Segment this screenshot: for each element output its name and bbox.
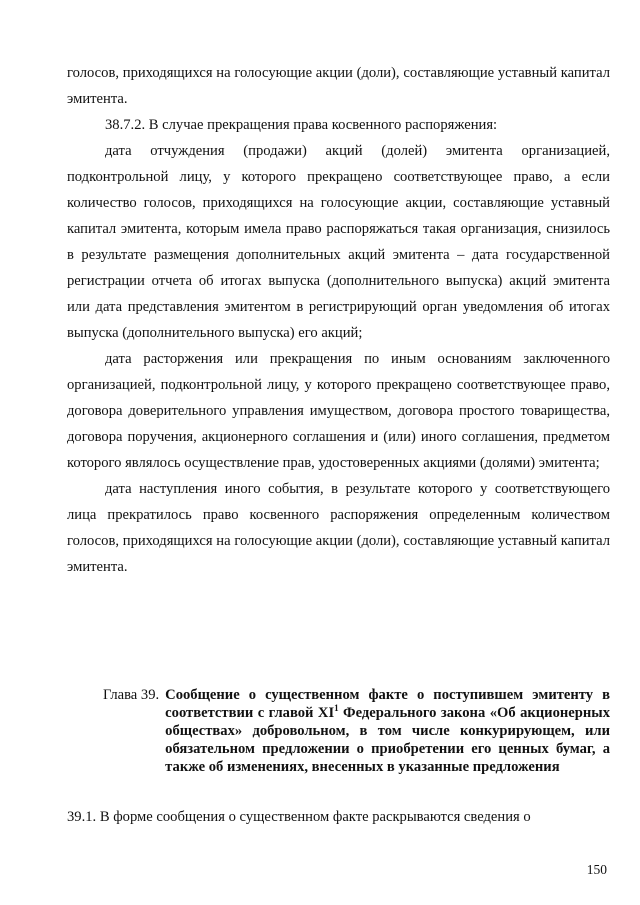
continuation-paragraph: голосов, приходящихся на голосующие акции (доли), составляющие уставный капитал эмитента. [67, 65, 610, 107]
clause-38-7-2-heading: 38.7.2. В случае прекращения права косвенного распоряжения: [105, 117, 498, 133]
continuation-text [67, 60, 610, 112]
chapter-number: Глава 39. [103, 687, 160, 703]
page-number: 150 [586, 862, 607, 877]
clause-38-7-2 [67, 112, 610, 580]
paragraph-alienation-date: дата отчуждения (продажи) акций (долей) эмитента организацией, подконтрольной лицу, у которого прекращено соответствующее право, а если количество голосов, приходящихся на голосующие акции, составляющие уставный капитал эмитента, которым имела право распоряжаться такая организация, снизилось в результате размещения дополнительных акций эмитента – дата государственной регистрации отчета об итогах выпуска (дополнительного выпуска) акций эмитента или дата представления эмитентом в регистрирующий орган уведомления об итогах выпуска (дополнительного выпуска) его акций; [67, 143, 610, 341]
paragraph-termination-date: дата расторжения или прекращения по иным основаниям заключенного организацией, подконтрольной лицу, у которого прекращено соответствующее право, договора доверительного управления имуществом, договора простого товарищества, договора поручения, акционерного соглашения и (или) иного соглашения, предметом которого являлось осуществление прав, удостоверенных акциями (долями) эмитента; [67, 351, 610, 471]
chapter-title-part2: Федерального закона «Об акционерных обществах» добровольном, в том числе конкурирующем, или обязательном предложении о приобретении его ценных бумаг, а также об изменениях, внесенных в указанные предложения [165, 705, 610, 775]
chapter-title-superscript: 1 [334, 703, 339, 713]
chapter-title-part1: Сообщение о существенном факте о поступившем эмитенту в соответствии с главой XI [165, 687, 610, 721]
clause-39-1-text: 39.1. В форме сообщения о существенном факте раскрываются сведения о [67, 809, 531, 825]
clause-39-1 [67, 804, 610, 830]
chapter-39-heading [103, 686, 610, 776]
chapter-title [165, 686, 610, 776]
paragraph-other-event-date: дата наступления иного события, в результате которого у соответствующего лица прекратилось право косвенного распоряжения определенным количеством голосов, приходящихся на голосующие акции (доли), составляющие уставный капитал эмитента. [67, 481, 610, 575]
